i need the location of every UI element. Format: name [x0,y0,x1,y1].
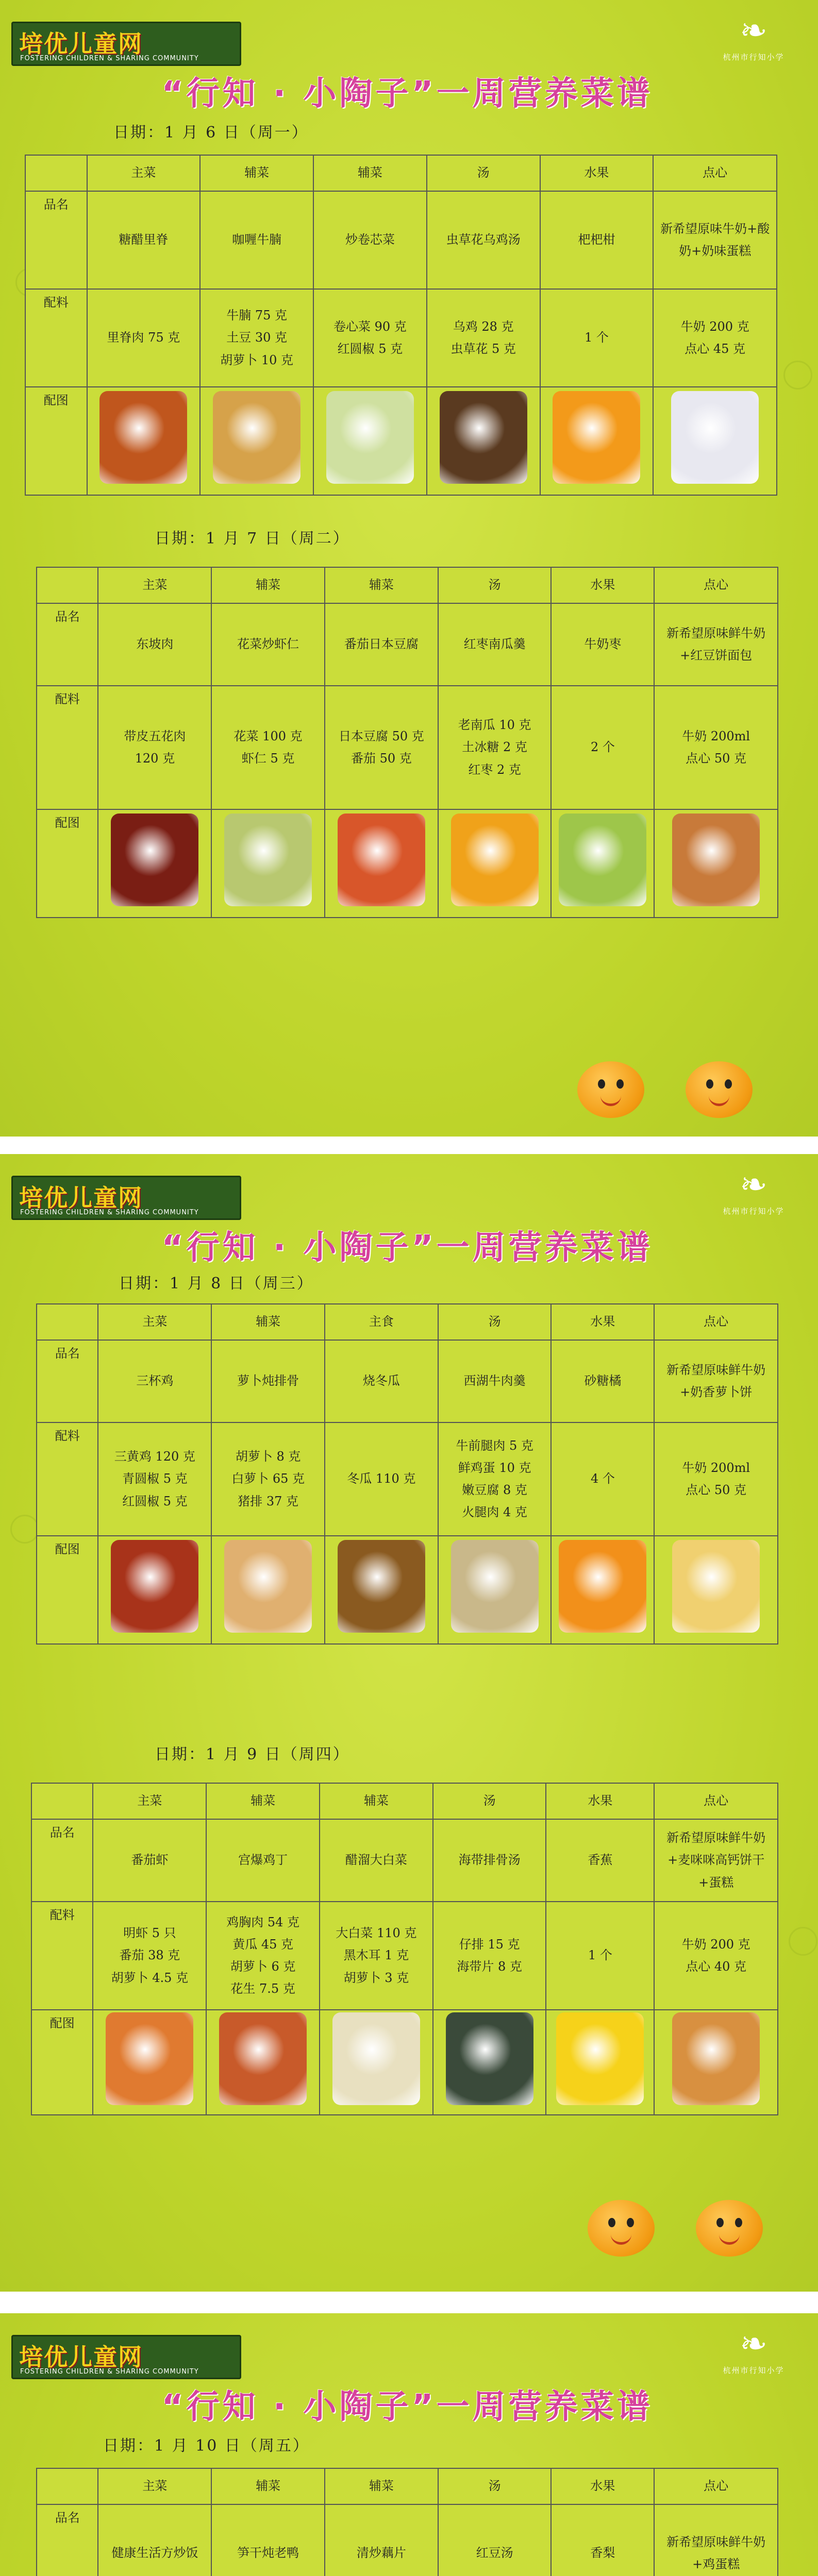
column-header: 辅菜 [320,1783,433,1819]
curry-beef-image [213,391,301,484]
menu-page-1 [0,0,818,1137]
image-cell [325,809,438,918]
ingredient-cell: 乌鸡 28 克 虫草花 5 克 [427,289,540,387]
ingredient-cell: 牛奶 200 克 点心 45 克 [653,289,777,387]
column-header: 辅菜 [211,1304,325,1340]
chicken-soup-image [440,391,527,484]
ingredient-cell: 大白菜 110 克 黑木耳 1 克 胡萝卜 3 克 [320,1902,433,2010]
dish-name: 炒卷芯菜 [313,191,427,289]
dish-name: 番茄日本豆腐 [325,603,438,686]
ingredient-cell: 1 个 [540,289,654,387]
column-header [31,1783,93,1819]
pumpkin-soup-image [451,814,539,906]
school-mark-icon: ❧ [740,2325,767,2363]
column-header: 主菜 [98,2468,211,2504]
row-label: 品名 [31,1819,93,1902]
winter-melon-image [338,1540,425,1633]
image-cell [93,2010,206,2115]
table-row [25,289,777,387]
logo [11,22,241,66]
table-row [25,191,777,289]
decoration-circle [783,361,812,389]
table-row [31,1902,778,2010]
ingredient-cell: 带皮五花肉 120 克 [98,686,211,809]
logo-subtitle: FOSTERING CHILDREN & SHARING COMMUNITY [20,1209,199,1216]
ingredient-cell: 明虾 5 只 番茄 38 克 胡萝卜 4.5 克 [93,1902,206,2010]
dish-name: 三杯鸡 [98,1340,211,1422]
ingredient-cell: 1 个 [546,1902,654,2010]
bread-image [672,814,760,906]
dish-name: 新希望原味牛奶+酸奶+奶味蛋糕 [653,191,777,289]
logo [11,1176,241,1220]
cabbage-image [326,391,414,484]
orange-mascot-icon [686,1061,753,1118]
school-name: 杭州市行知小学 [723,53,784,62]
column-header: 辅菜 [325,567,438,603]
dish-name: 宫爆鸡丁 [206,1819,320,1902]
ingredient-cell: 仔排 15 克 海带片 8 克 [433,1902,546,2010]
column-header: 水果 [546,1783,654,1819]
logo-text: 培优儿童网 [19,2343,143,2371]
dish-name: 醋溜大白菜 [320,1819,433,1902]
dish-name: 香梨 [551,2504,654,2576]
table-row [37,1536,778,1644]
image-cell [540,387,654,495]
column-header: 辅菜 [325,2468,438,2504]
table-row [37,603,778,686]
dish-name: 番茄虾 [93,1819,206,1902]
dish-name: 虫草花乌鸡汤 [427,191,540,289]
row-label: 配料 [25,289,87,387]
image-cell [320,2010,433,2115]
table-header-row [37,567,778,603]
ingredient-cell: 日本豆腐 50 克 番茄 50 克 [325,686,438,809]
row-label: 配料 [31,1902,93,2010]
pastry-image [672,1540,760,1633]
column-header: 汤 [438,1304,552,1340]
menu-table [36,2468,778,2576]
orange-mascot-icon [577,1061,644,1118]
column-header: 辅菜 [313,155,427,191]
column-header: 点心 [654,2468,778,2504]
page-title: “行知 · 小陶子”一周营养菜谱 [161,75,653,113]
kelp-soup-image [446,2012,533,2105]
school-mark-icon: ❧ [740,1166,767,1204]
column-header: 汤 [438,2468,552,2504]
banana-image [556,2012,644,2105]
ingredient-cell: 牛奶 200ml 点心 50 克 [654,686,778,809]
menu-table [36,567,778,918]
orange-mascot-icon [588,2200,655,2257]
dish-name: 新希望原味鲜牛奶+奶香萝卜饼 [654,1340,778,1422]
ingredient-cell: 鸡胸肉 54 克 黄瓜 45 克 胡萝卜 6 克 花生 7.5 克 [206,1902,320,2010]
dish-name: 新希望原味鲜牛奶+红豆饼面包 [654,603,778,686]
dish-name: 红枣南瓜羹 [438,603,552,686]
column-header: 点心 [654,1783,778,1819]
orange-mascot-icon [696,2200,763,2257]
dish-name: 糖醋里脊 [87,191,201,289]
dish-name: 新希望原味鲜牛奶+麦咪咪高钙饼干+蛋糕 [654,1819,778,1902]
row-label: 品名 [37,2504,98,2576]
dish-name: 健康生活方炒饭 [98,2504,211,2576]
menu-table [31,1783,778,2115]
column-header: 点心 [654,1304,778,1340]
table-row [25,387,777,495]
image-cell [211,1536,325,1644]
column-header: 主食 [325,1304,438,1340]
column-header: 辅菜 [211,2468,325,2504]
ingredient-cell: 胡萝卜 8 克 白萝卜 65 克 猪排 37 克 [211,1422,325,1536]
image-cell [325,1536,438,1644]
column-header: 水果 [551,1304,654,1340]
column-header: 水果 [551,567,654,603]
tangerine-image [559,1540,646,1633]
row-label: 配料 [37,1422,98,1536]
column-header: 辅菜 [206,1783,320,1819]
dish-name: 砂糖橘 [551,1340,654,1422]
image-cell [551,809,654,918]
table-header-row [25,155,777,191]
image-cell [654,2010,778,2115]
dish-name: 红豆汤 [438,2504,552,2576]
school-mark-icon: ❧ [740,12,767,50]
school-name: 杭州市行知小学 [723,2366,784,2375]
table-header-row [37,1304,778,1340]
milk-carton-image [671,391,759,484]
column-header: 辅菜 [211,567,325,603]
dish-name: 东坡肉 [98,603,211,686]
tomato-tofu-image [338,814,425,906]
menu-page-2 [0,1154,818,2292]
dish-name: 海带排骨汤 [433,1819,546,1902]
column-header: 主菜 [98,567,211,603]
decoration-circle [789,1927,817,1956]
image-cell [546,2010,654,2115]
braised-pork-image [111,814,198,906]
table-header-row [31,1783,778,1819]
image-cell [653,387,777,495]
dish-name: 烧冬瓜 [325,1340,438,1422]
image-cell [313,387,427,495]
row-label: 配料 [37,686,98,809]
table-row [37,686,778,809]
orange-image [553,391,640,484]
date-label: 日期：1 月 6 日（周一） [113,124,309,142]
column-header [37,1304,98,1340]
ingredient-cell: 牛腩 75 克 土豆 30 克 胡萝卜 10 克 [200,289,313,387]
ingredient-cell: 里脊肉 75 克 [87,289,201,387]
beef-soup-image [451,1540,539,1633]
menu-page-3 [0,2313,818,2576]
table-header-row [37,2468,778,2504]
column-header: 汤 [427,155,540,191]
mascot-group [567,1041,773,1118]
ingredient-cell: 老南瓜 10 克 土冰糖 2 克 红枣 2 克 [438,686,552,809]
logo-text: 培优儿童网 [19,30,143,58]
column-header: 汤 [433,1783,546,1819]
kungpao-chicken-image [219,2012,307,2105]
column-header: 主菜 [87,155,201,191]
jujube-image [559,814,646,906]
column-header: 主菜 [98,1304,211,1340]
sweet-sour-pork-image [99,391,187,484]
table-row [37,2504,778,2576]
logo-subtitle: FOSTERING CHILDREN & SHARING COMMUNITY [20,2368,199,2376]
menu-table [25,155,777,496]
image-cell [438,1536,552,1644]
image-cell [98,809,211,918]
dish-name: 牛奶枣 [551,603,654,686]
tomato-shrimp-image [106,2012,193,2105]
school-name: 杭州市行知小学 [723,1207,784,1216]
dish-name: 西湖牛肉羹 [438,1340,552,1422]
logo-subtitle: FOSTERING CHILDREN & SHARING COMMUNITY [20,55,199,62]
dish-name: 香蕉 [546,1819,654,1902]
ingredient-cell: 三黄鸡 120 克 青圆椒 5 克 红圆椒 5 克 [98,1422,211,1536]
column-header: 水果 [551,2468,654,2504]
logo [11,2335,241,2379]
date-label: 日期：1 月 7 日（周二） [155,530,350,548]
image-cell [200,387,313,495]
ingredient-cell: 4 个 [551,1422,654,1536]
table-row [31,2010,778,2115]
ingredient-cell: 牛奶 200ml 点心 50 克 [654,1422,778,1536]
ingredient-cell: 卷心菜 90 克 红圆椒 5 克 [313,289,427,387]
dish-name: 新希望原味鲜牛奶+鸡蛋糕 [654,2504,778,2576]
table-row [37,1340,778,1422]
row-label: 配图 [31,2010,93,2115]
three-cup-chicken-image [111,1540,198,1633]
date-label: 日期：1 月 10 日（周五） [103,2437,310,2455]
cookie-image [672,2012,760,2105]
ingredient-cell: 牛前腿肉 5 克 鲜鸡蛋 10 克 嫩豆腐 8 克 火腿肉 4 克 [438,1422,552,1536]
ingredient-cell: 牛奶 200 克 点心 40 克 [654,1902,778,2010]
row-label: 品名 [37,603,98,686]
image-cell [438,809,552,918]
ingredient-cell: 花菜 100 克 虾仁 5 克 [211,686,325,809]
dish-name: 杷杷柑 [540,191,654,289]
image-cell [427,387,540,495]
dish-name: 咖喱牛腩 [200,191,313,289]
image-cell [654,809,778,918]
date-label: 日期：1 月 9 日（周四） [155,1745,350,1764]
column-header [37,2468,98,2504]
table-row [37,809,778,918]
image-cell [87,387,201,495]
column-header: 汤 [438,567,552,603]
row-label: 配图 [37,1536,98,1644]
row-label: 配图 [37,809,98,918]
column-header [37,567,98,603]
column-header: 主菜 [93,1783,206,1819]
mascot-group [577,2179,783,2257]
radish-ribs-image [224,1540,312,1633]
page-title: “行知 · 小陶子”一周营养菜谱 [161,1229,653,1267]
column-header [25,155,87,191]
logo-text: 培优儿童网 [19,1184,143,1212]
column-header: 点心 [653,155,777,191]
row-label: 配图 [25,387,87,495]
school-logo [715,1164,792,1226]
menu-table [36,1303,778,1645]
row-label: 品名 [25,191,87,289]
shrimp-cauliflower-image [224,814,312,906]
image-cell [211,809,325,918]
ingredient-cell: 冬瓜 110 克 [325,1422,438,1536]
ingredient-cell: 2 个 [551,686,654,809]
dish-name: 清炒藕片 [325,2504,438,2576]
page-title: “行知 · 小陶子”一周营养菜谱 [161,2388,653,2426]
school-logo [715,10,792,72]
date-label: 日期：1 月 8 日（周三） [119,1275,314,1293]
row-label: 品名 [37,1340,98,1422]
column-header: 辅菜 [200,155,313,191]
image-cell [98,1536,211,1644]
image-cell [654,1536,778,1644]
dish-name: 萝卜炖排骨 [211,1340,325,1422]
decoration-circle [10,1515,39,1544]
dish-name: 花菜炒虾仁 [211,603,325,686]
image-cell [551,1536,654,1644]
column-header: 点心 [654,567,778,603]
school-logo [715,2324,792,2385]
image-cell [433,2010,546,2115]
table-row [37,1422,778,1536]
image-cell [206,2010,320,2115]
napa-cabbage-image [332,2012,420,2105]
dish-name: 笋干炖老鸭 [211,2504,325,2576]
table-row [31,1819,778,1902]
column-header: 水果 [540,155,654,191]
